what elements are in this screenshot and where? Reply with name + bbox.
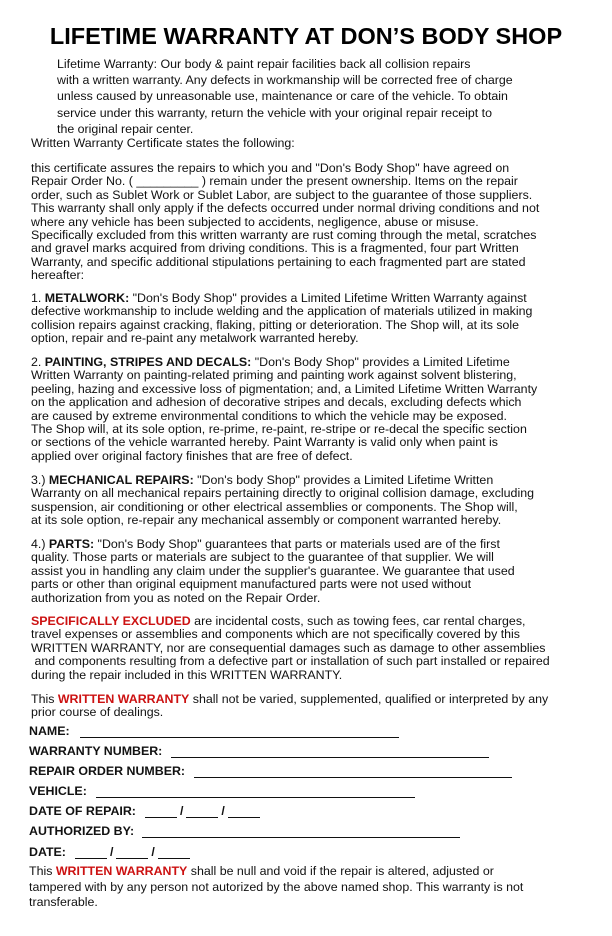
section-line: collision repairs against cracking, flaking, pitting or deterioration. The Shop will, at its sole — [31, 317, 520, 332]
vehicle-input-line[interactable] — [96, 785, 415, 798]
no-variation-paragraph — [31, 693, 591, 720]
section-line: "Don's body Shop" provides a Limited Lifetime Written — [193, 473, 494, 487]
body-line: Warranty, and specific additional stipulations pertaining to each fragmented part are stated — [31, 254, 526, 269]
section-line: on the application and adhesion of decorative stripes and decals, excluding defects which — [31, 395, 522, 410]
exclusions-paragraph — [31, 615, 591, 682]
body-line: and gravel marks acquired from driving conditions. This is a fragmented, four part Written — [31, 241, 519, 256]
section-line: option, repair and re-paint any metalwork warranted hereby. — [31, 331, 359, 346]
section-line: suspension, air conditioning or other electrical assemblies or components. The Shop will, — [31, 499, 518, 514]
date-field — [29, 843, 190, 859]
exclusions-highlight: SPECIFICALLY EXCLUDED — [31, 614, 191, 628]
body-line: hereafter: — [31, 268, 85, 283]
repair-month-input-line[interactable] — [145, 805, 177, 818]
section-parts — [31, 538, 591, 605]
section-mechanical — [31, 474, 591, 528]
warranty-number-label: WARRANTY NUMBER: — [29, 744, 163, 758]
vehicle-field — [29, 782, 415, 798]
section-line: "Don's Body Shop" guarantees that parts or materials used are of the first — [94, 537, 500, 551]
body-line: order, such as Sublet Work or Sublet Labor, are subject to the guarantee of those suppliers. — [31, 187, 533, 202]
authorized-by-input-line[interactable] — [142, 825, 460, 838]
repair-order-number-label: REPAIR ORDER NUMBER: — [29, 764, 186, 778]
section-metalwork — [31, 292, 591, 346]
section-line: "Don's Body Shop" provides a Limited Lifetime Written Warranty against — [129, 291, 527, 305]
date-of-repair-field — [29, 802, 260, 818]
body-line: where any vehicle has been subjected to accidents, negligence, abuse or misuse. — [31, 214, 479, 229]
section-line: authorization from you as noted on the Repair Order. — [31, 590, 321, 605]
intro-paragraph — [57, 56, 597, 137]
section-line: peeling, hazing and excessive loss of pigmentation; and, a Limited Lifetime Written Warranty — [31, 381, 538, 396]
section-number: 2. — [31, 355, 45, 369]
intro-line: service under this warranty, return the vehicle with your original repair receipt to — [57, 105, 493, 120]
date-year-input-line[interactable] — [158, 846, 190, 859]
text: shall not be varied, supplemented, qualified or interpreted by any — [189, 692, 549, 706]
date-separator: / — [109, 845, 114, 859]
name-label: NAME: — [29, 724, 70, 738]
body-line: Specifically excluded from this written warranty are rust coming through the metal, scratches — [31, 228, 537, 243]
section-line: are caused by extreme environmental conditions to which the vehicle may be exposed. — [31, 408, 507, 423]
date-of-repair-label: DATE OF REPAIR: — [29, 804, 136, 818]
section-line: Written Warranty on painting-related priming and painting work against solvent blistering, — [31, 368, 517, 383]
text: transferable. — [29, 895, 98, 909]
section-number: 4.) — [31, 537, 49, 551]
date-month-input-line[interactable] — [75, 846, 107, 859]
certificate-heading: Written Warranty Certificate states the following: — [31, 136, 295, 150]
section-line: applied over original factory finishes that are free of defect. — [31, 448, 353, 463]
warranty-number-field — [29, 742, 489, 758]
section-line: assist you in handling any claim under the supplier's guarantee. We guarantee that used — [31, 563, 515, 578]
intro-line: the original repair center. — [57, 121, 194, 136]
section-line: or sections of the vehicle warranted hereby. Paint Warranty is valid only when paint is — [31, 435, 498, 450]
intro-line: with a written warranty. Any defects in workmanship will be corrected free of charge — [57, 73, 513, 88]
section-number: 1. — [31, 291, 45, 305]
body-line: Repair Order No. ( _________ ) remain under the present ownership. Items on the repair — [31, 174, 518, 189]
section-line: The Shop will, at its sole option, re-prime, re-paint, re-stripe or re-decal the specific section — [31, 422, 527, 437]
written-warranty-highlight: WRITTEN WARRANTY — [57, 692, 190, 706]
vehicle-label: VEHICLE: — [29, 784, 87, 798]
section-line: parts or other than original equipment manufactured parts were not used without — [31, 577, 472, 592]
repair-order-number-field — [29, 762, 512, 778]
exclusions-line: travel expenses or assemblies and components which are not specifically covered by this — [31, 627, 520, 642]
section-painting — [31, 356, 591, 463]
warranty-number-input-line[interactable] — [171, 745, 489, 758]
intro-line: Lifetime Warranty: Our body & paint repair facilities back all collision repairs — [57, 57, 471, 71]
section-line: at its sole option, re-repair any mechanical assembly or component warranted hereby. — [31, 513, 502, 528]
section-line: defective workmanship to include welding and the application of materials utilized in making — [31, 304, 533, 319]
section-heading: PAINTING, STRIPES AND DECALS: — [44, 355, 252, 369]
date-separator: / — [221, 804, 225, 818]
written-warranty-highlight: WRITTEN WARRANTY — [55, 864, 188, 878]
section-heading: PARTS: — [48, 537, 95, 551]
name-input-line[interactable] — [80, 725, 399, 738]
text: prior course of dealings. — [31, 705, 164, 720]
section-line: "Don's Body Shop" provides a Limited Lifetime — [251, 355, 510, 369]
certificate-body — [31, 162, 591, 283]
exclusions-line: during the repair included in this WRITTEN WARRANTY. — [31, 667, 343, 682]
exclusions-line: WRITTEN WARRANTY, nor are consequential damages such as damage to other assemblies — [31, 640, 546, 655]
date-separator: / — [151, 845, 155, 859]
intro-line: unless caused by unreasonable use, maintenance or care of the vehicle. To obtain — [57, 89, 508, 104]
text: This — [31, 692, 58, 706]
date-day-input-line[interactable] — [116, 846, 148, 859]
section-heading: METALWORK: — [44, 291, 130, 305]
repair-year-input-line[interactable] — [228, 805, 260, 818]
section-heading: MECHANICAL REPAIRS: — [48, 473, 194, 487]
authorized-by-label: AUTHORIZED BY: — [29, 824, 135, 838]
authorized-by-field — [29, 822, 460, 838]
date-separator: / — [179, 804, 184, 818]
text: shall be null and void if the repair is altered, adjusted or — [187, 864, 494, 878]
section-number: 3.) — [31, 473, 49, 487]
document-title: LIFETIME WARRANTY AT DON’S BODY SHOP — [49, 23, 563, 49]
date-label: DATE: — [29, 845, 66, 859]
body-line: this certificate assures the repairs to which you and "Don's Body Shop" have agreed on — [31, 161, 510, 175]
repair-order-number-input-line[interactable] — [194, 765, 512, 778]
body-line: This warranty shall only apply if the defects occurred under normal driving conditions and not — [31, 201, 540, 216]
text: tampered with by any person not autorized by the above named shop. This warranty is not — [29, 879, 524, 894]
text: This — [29, 864, 56, 878]
section-line: quality. Those parts or materials are subject to the guarantee of that supplier. We will — [31, 550, 494, 565]
repair-day-input-line[interactable] — [186, 805, 218, 818]
section-line: Warranty on all mechanical repairs pertaining directly to original collision damage, excluding — [31, 486, 534, 501]
exclusions-line: are incidental costs, such as towing fees, car rental charges, — [190, 614, 526, 628]
exclusions-line: and components resulting from a defective part or installation of such part installed or repaired — [31, 654, 550, 669]
void-clause-paragraph — [29, 864, 589, 911]
name-field — [29, 722, 399, 738]
